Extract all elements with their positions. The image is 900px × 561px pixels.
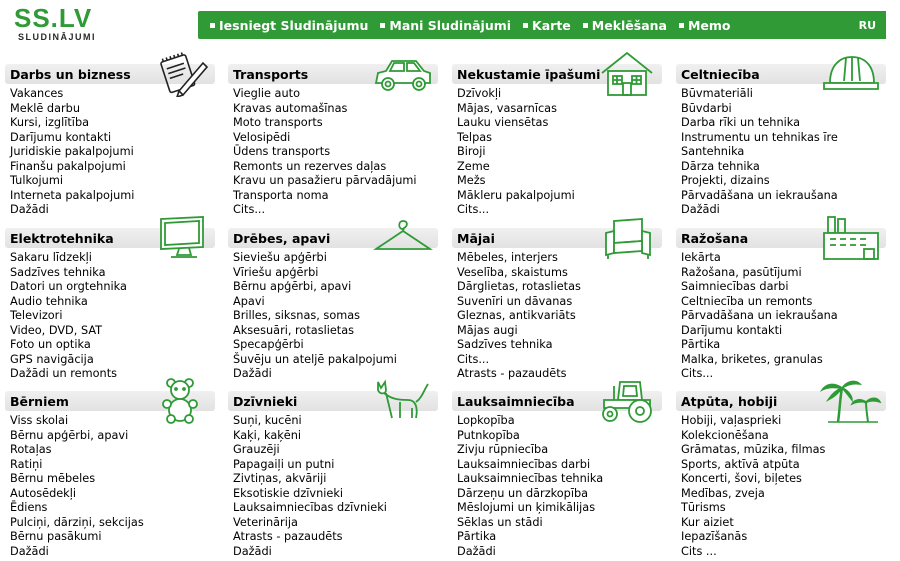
category-links [228,251,438,382]
cat-icon [372,378,434,424]
category-links [676,251,886,382]
category-link[interactable]: Darba rīki un tehnika [681,116,801,129]
category-link[interactable]: Putnkopība [457,428,520,442]
hanger-icon [372,215,434,261]
category-link[interactable]: Juridiskie pakalpojumi [10,145,134,158]
category-link[interactable]: Saimniecības darbi [681,280,789,293]
category-link[interactable]: Kravas automašīnas [233,101,348,115]
category-links [5,251,215,382]
category-drebes [228,228,438,382]
category-link[interactable]: Kursi, izglītība [10,116,90,129]
logo-title: SS.LV [14,3,93,33]
category-link[interactable]: Bērnu apģērbi, apavi [10,428,129,442]
category-link[interactable]: Pārtika [681,338,721,351]
armchair-icon [596,215,658,261]
category-link[interactable]: Sakaru līdzekļi [10,251,92,264]
category-link[interactable]: Dažādi [10,203,49,216]
category-link[interactable]: Dažādi [233,367,272,380]
nav-memo[interactable] [679,18,731,33]
nav-label: Karte [532,17,571,33]
category-link[interactable]: Cits... [233,203,266,216]
category-link[interactable]: Eksotiskie dzīvnieki [233,486,344,500]
category-link[interactable]: Mājas, vasarnīcas [457,101,557,115]
tractor-icon [596,378,658,424]
category-link[interactable]: Interneta pakalpojumi [10,188,135,202]
category-link[interactable]: Suņi, kucēni [233,414,302,427]
bullet-icon [380,23,385,28]
category-link[interactable]: Ratiņi [10,457,43,471]
category-link[interactable]: Cits ... [681,544,717,558]
house-icon [596,51,658,97]
category-links [452,87,662,218]
category-link[interactable]: Remonts un rezerves daļas [233,159,387,173]
category-links [676,414,886,559]
category-link[interactable]: Pulciņi, dārziņi, sekcijas [10,515,144,529]
category-title[interactable]: Celtniecība [681,66,760,82]
nav-label: Memo [687,17,731,33]
category-link[interactable]: Zivtiņas, akvāriji [233,472,327,485]
category-link[interactable]: Dārzeņu un dārzkopība [457,486,589,500]
category-link[interactable]: Cits... [457,203,490,216]
category-link[interactable]: Sadzīves tehnika [457,338,553,351]
category-atputa [676,391,886,559]
nav-submit-ad[interactable] [210,18,368,33]
category-razosana [676,228,886,382]
logo-subtitle: SLUDINĀJUMI [18,32,97,42]
category-link[interactable]: Sports, aktīvā atpūta [681,457,800,471]
category-title[interactable]: Atpūta, hobiji [681,393,778,409]
category-link[interactable]: Sieviešu apģērbi [233,251,327,264]
category-link[interactable]: Bērnu apģērbi, apavi [233,280,352,293]
nav-label: Meklēšana [591,17,667,33]
category-title[interactable]: Ražošana [681,230,749,246]
category-link[interactable]: Telpas [457,130,493,144]
category-link[interactable]: Dzīvokļi [457,87,502,100]
category-link[interactable]: Iepazīšanās [681,530,748,543]
teddy-bear-icon [149,378,211,424]
category-dzivnieki [228,391,438,559]
category-link[interactable]: Bērnu mēbeles [10,472,96,485]
category-title[interactable]: Darbs un bizness [10,66,131,82]
category-link[interactable]: Veselība, skaistums [457,265,568,279]
category-link[interactable]: Būvdarbi [681,101,732,115]
bullet-icon [583,23,588,28]
category-link[interactable]: Papagaiļi un putni [233,457,335,471]
category-link[interactable]: Audio tehnika [10,294,88,308]
category-link[interactable]: Hobiji, vaļasprieki [681,414,782,427]
category-title[interactable]: Nekustamie īpašumi [457,66,601,82]
category-link[interactable]: Kolekcionēšana [681,428,769,442]
bullet-icon [679,23,684,28]
category-title[interactable]: Mājai [457,230,495,246]
category-link[interactable]: Vīriešu apģērbi [233,265,319,279]
category-link[interactable]: Kur aiziet [681,515,734,529]
category-link[interactable]: Video, DVD, SAT [10,323,103,337]
category-title[interactable]: Transports [233,66,309,82]
category-link[interactable]: Finanšu pakalpojumi [10,159,126,173]
category-link[interactable]: Instrumentu un tehnikas īre [681,130,838,144]
category-link[interactable]: Darījumu kontakti [10,130,112,144]
category-link[interactable]: Dažādi [10,544,49,558]
category-lauksaimnieciba [452,391,662,559]
category-link[interactable]: Būvmateriāli [681,87,753,100]
category-link[interactable]: Dažādi un remonts [10,367,118,380]
category-link[interactable]: Dārglietas, rotaslietas [457,280,581,293]
category-link[interactable]: Datori un orgtehnika [10,280,127,293]
bullet-icon [210,23,215,28]
category-link[interactable]: Aksesuāri, rotaslietas [233,323,355,337]
category-link[interactable]: GPS navigācija [10,352,94,366]
category-link[interactable]: Darījumu kontakti [681,323,783,337]
category-elektrotehnika [5,228,215,382]
category-link[interactable]: Koncerti, šovi, biļetes [681,472,802,485]
category-link[interactable]: Specapģērbi [233,338,304,351]
category-link[interactable]: Meklē darbu [10,101,80,115]
category-title[interactable]: Bērniem [10,393,69,409]
category-link[interactable]: Grāmatas, mūzika, filmas [681,443,826,456]
category-link[interactable]: Moto transports [233,116,323,129]
category-link[interactable]: Dažādi [681,203,720,216]
category-link[interactable]: Projekti, dizains [681,174,770,187]
category-link[interactable]: Velosipēdi [233,130,291,144]
category-link[interactable]: Mežs [457,174,486,187]
language-switch[interactable]: RU [858,18,876,32]
category-link[interactable]: Bērnu pasākumi [10,530,102,543]
nav-label: Mani Sludinājumi [389,17,512,33]
category-link[interactable]: Mākleru pakalpojumi [457,188,575,202]
category-links [228,87,438,218]
category-link[interactable]: Foto un optika [10,338,91,351]
factory-icon [820,215,882,261]
category-link[interactable]: Pārvadāšana un iekraušana [681,188,838,202]
category-majai [452,228,662,382]
category-link[interactable]: Televizori [10,309,63,322]
category-link[interactable]: Gleznas, antikvariāts [457,309,576,322]
category-links [228,414,438,559]
category-link[interactable]: Santehnika [681,145,745,158]
category-link[interactable]: Celtniecība un remonts [681,294,813,308]
category-link[interactable]: Biroji [457,145,486,158]
category-link[interactable]: Apavi [233,294,265,308]
category-links [452,251,662,382]
car-icon [372,51,434,97]
category-link[interactable]: Sēklas un stādi [457,515,543,529]
category-berniem [5,391,215,559]
category-link[interactable]: Autosēdekļi [10,486,77,500]
category-link[interactable]: Atrasts - pazaudēts [233,530,343,543]
category-link[interactable]: Pārvadāšana un iekraušana [681,309,838,322]
category-link[interactable]: Rotaļas [10,443,52,456]
category-link[interactable]: Cits... [457,352,490,366]
category-link[interactable]: Suvenīri un dāvanas [457,294,573,308]
category-link[interactable]: Vakances [10,87,64,100]
nav-my-ads[interactable] [380,18,511,33]
category-link[interactable]: Transporta noma [233,188,329,202]
bullet-icon [523,23,528,28]
category-link[interactable]: Kaķi, kaķēni [233,428,302,442]
category-link[interactable]: Malka, briketes, granulas [681,352,823,366]
top-navigation [198,11,886,39]
category-link[interactable]: Lauksaimniecības tehnika [457,472,604,485]
category-link[interactable]: Lopkopība [457,414,515,427]
category-link[interactable]: Tulkojumi [10,174,63,187]
category-link[interactable]: Ūdens transports [233,145,331,158]
category-link[interactable]: Mājas augi [457,323,518,337]
category-link[interactable]: Kravu un pasažieru pārvadājumi [233,174,417,187]
category-links [676,87,886,218]
category-link[interactable]: Dažādi [233,544,272,558]
category-nekustamie [452,64,662,218]
category-link[interactable]: Šuvēju un ateljē pakalpojumi [233,352,397,366]
nav-label: Iesniegt Sludinājumu [219,17,369,33]
category-link[interactable]: Vieglie auto [233,87,300,100]
category-title[interactable]: Dzīvnieki [233,393,298,409]
hard-hat-icon [820,51,882,97]
category-link[interactable]: Lauksaimniecības dzīvnieki [233,501,387,514]
category-link[interactable]: Dārza tehnika [681,159,760,173]
category-link[interactable]: Mēbeles, interjers [457,251,558,264]
category-title[interactable]: Drēbes, apavi [233,230,331,246]
nav-map[interactable] [523,18,571,33]
category-title[interactable]: Elektrotehnika [10,230,114,246]
category-transports [228,64,438,218]
category-celtnieciba [676,64,886,218]
category-link[interactable]: Lauksaimniecības darbi [457,457,591,471]
nav-search[interactable] [583,18,667,33]
category-link[interactable]: Atrasts - pazaudēts [457,367,567,380]
monitor-icon [149,215,211,261]
site-logo[interactable] [14,4,104,44]
category-link[interactable]: Dažādi [457,544,496,558]
category-links [5,414,215,559]
category-link[interactable]: Cits... [681,367,714,380]
category-link[interactable]: Lauku viensētas [457,116,549,129]
category-link[interactable]: Viss skolai [10,414,69,427]
category-link[interactable]: Tūrisms [681,501,726,514]
category-link[interactable]: Zeme [457,159,490,173]
category-title[interactable]: Lauksaimniecība [457,393,575,409]
category-link[interactable]: Pārtika [457,530,497,543]
category-link[interactable]: Zivju rūpniecība [457,443,549,456]
category-darbs [5,64,215,218]
category-link[interactable]: Ražošana, pasūtījumi [681,265,802,279]
category-link[interactable]: Sadzīves tehnika [10,265,106,279]
category-link[interactable]: Ēdiens [10,501,48,514]
category-link[interactable]: Grauzēji [233,443,280,456]
category-link[interactable]: Brilles, siksnas, somas [233,309,361,322]
category-link[interactable]: Iekārta [681,251,721,264]
palm-trees-icon [820,378,882,424]
category-links [5,87,215,218]
category-link[interactable]: Medības, zveja [681,486,765,500]
category-link[interactable]: Mēslojumi un ķimikālijas [457,501,596,514]
category-link[interactable]: Veterinārija [233,515,298,529]
category-links [452,414,662,559]
notepad-pencil-icon [149,51,211,97]
